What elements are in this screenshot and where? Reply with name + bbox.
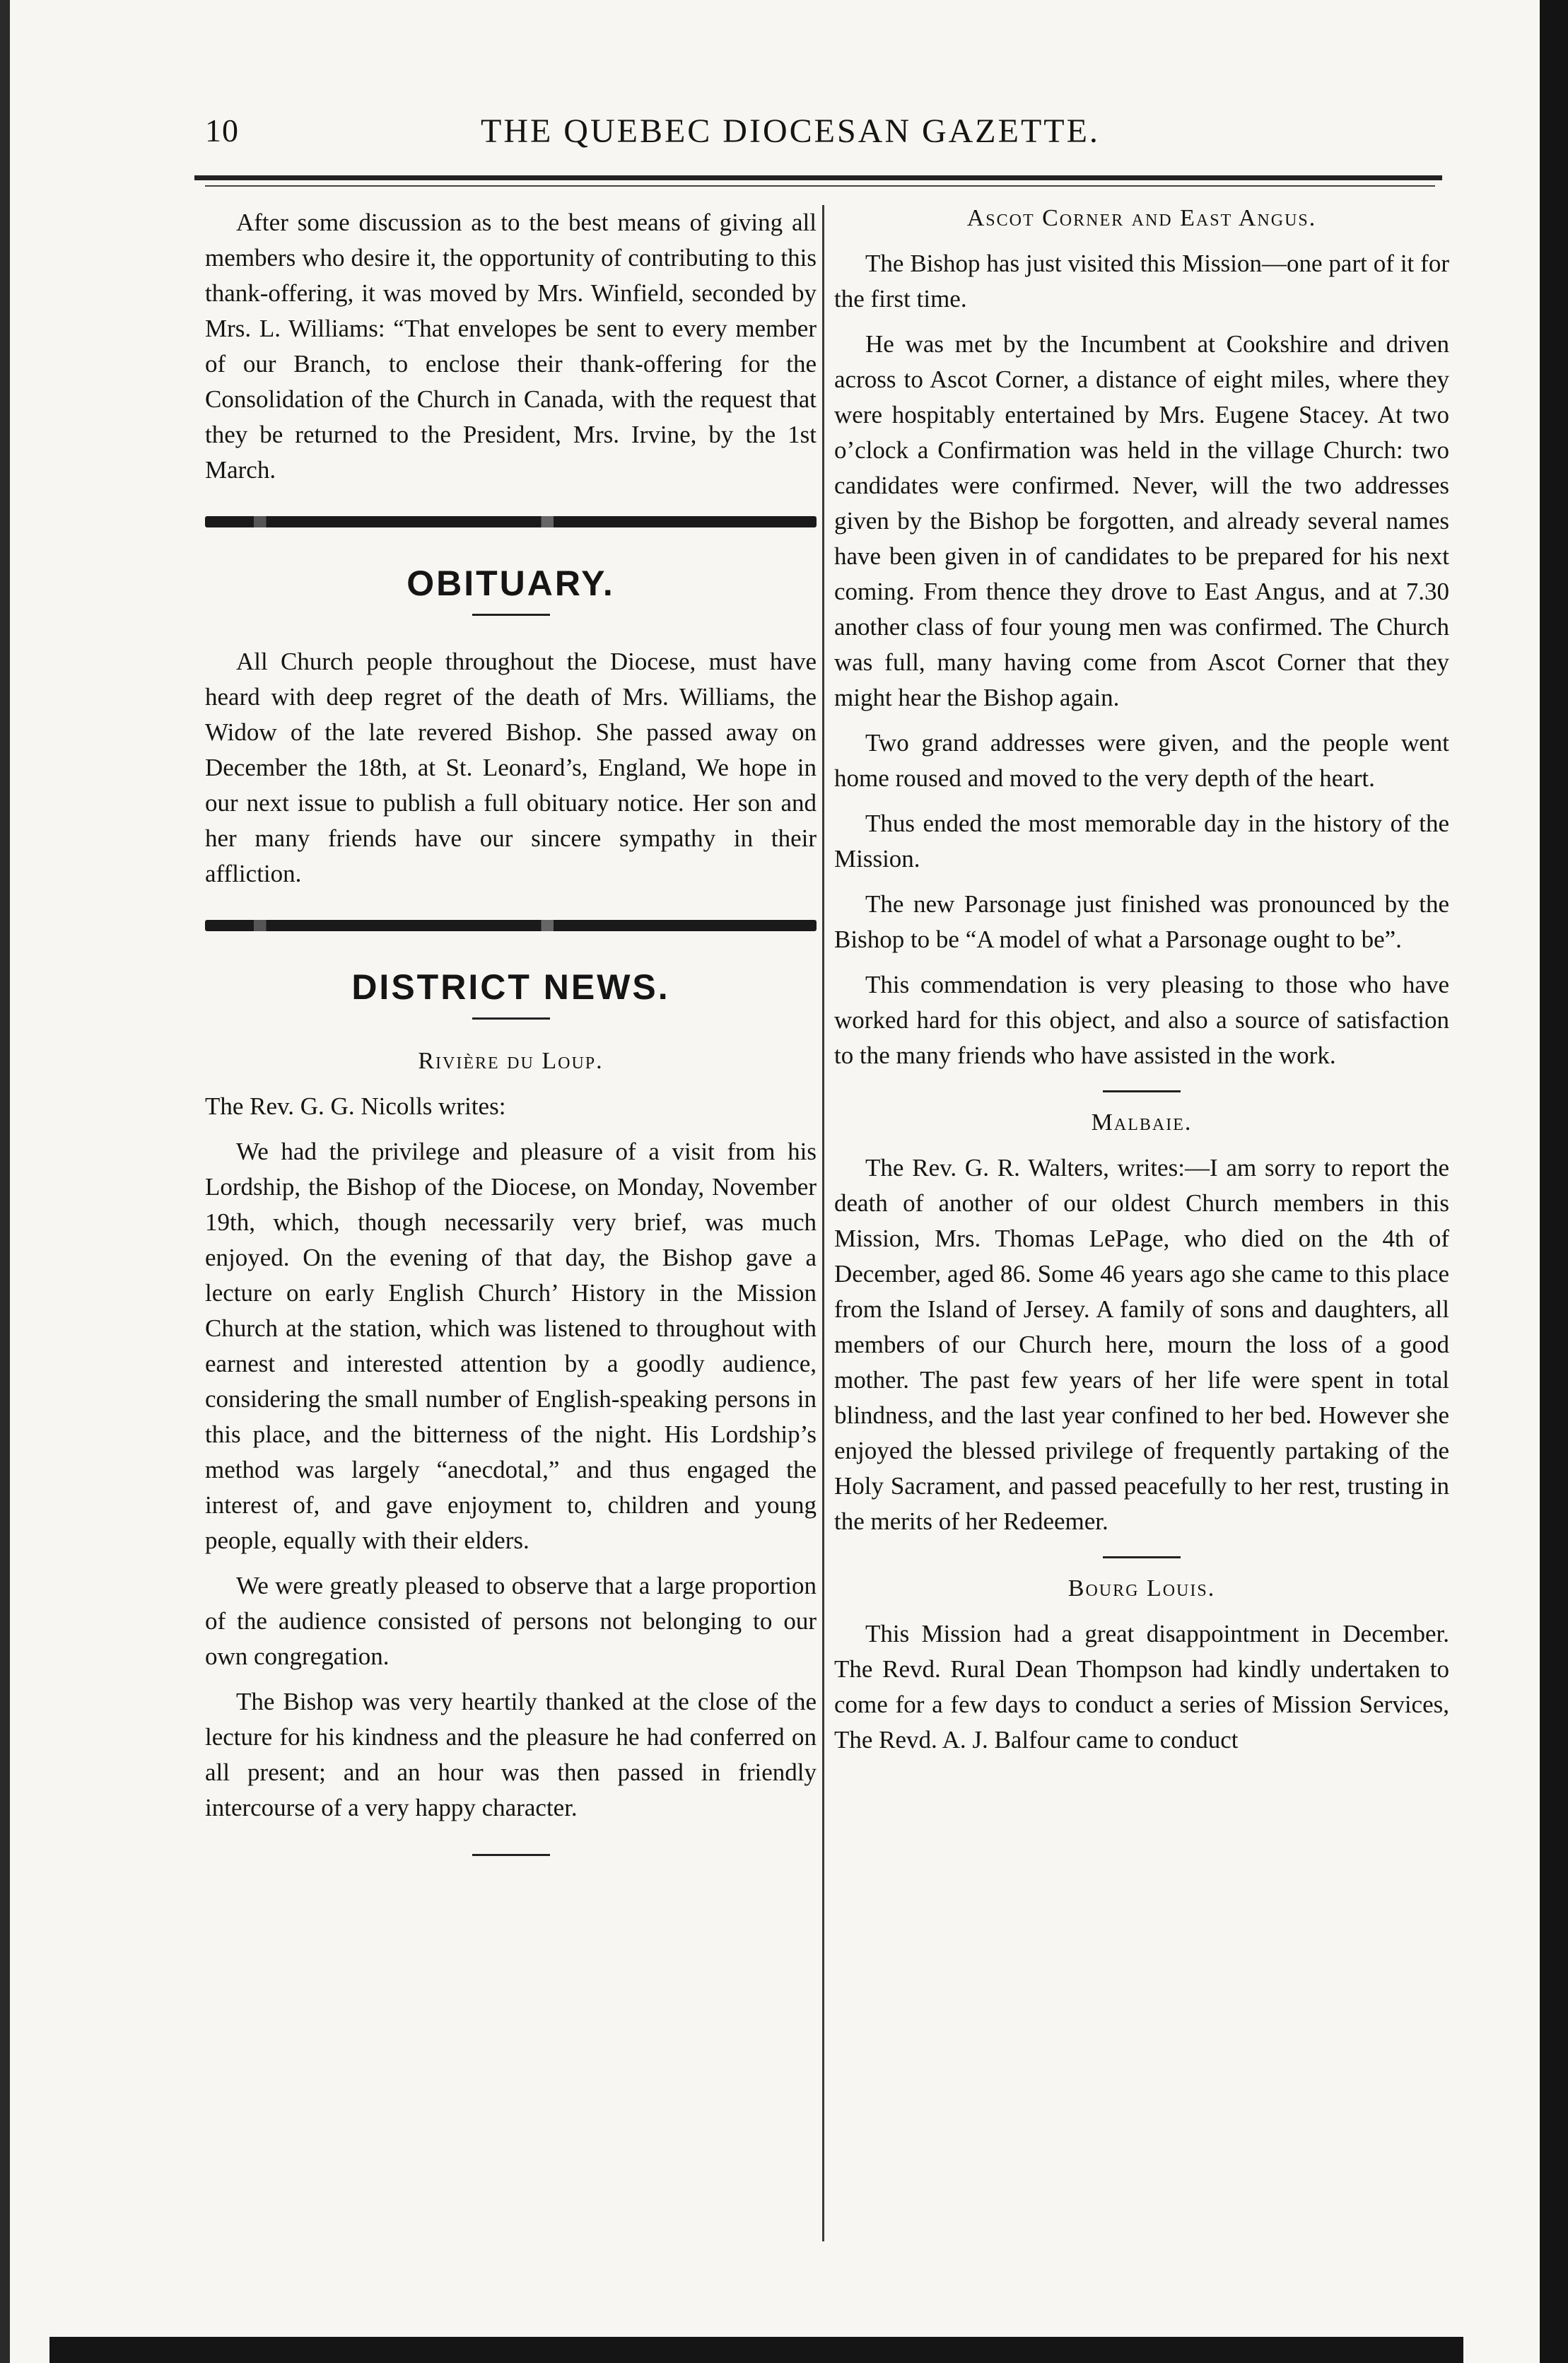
left-column xyxy=(205,205,817,1884)
ascot-paragraph: The new Parsonage just finished was pronounced by the Bishop to be “A model of what a Parsonage ought to be”. xyxy=(834,890,1449,953)
intro-paragraph: After some discussion as to the best means of giving all members who desire it, the opportunity of contributing to this thank-offering, it was moved by Mrs. Winfield, seconded by Mrs. L. Williams: “That envelopes be sent to every member of our Branch, to enclose their thank-offering for the Consolidation of the Church in Canada, with the request that they be returned to the President, Mrs. Irvine, by the 1st March. xyxy=(205,209,817,484)
short-rule xyxy=(472,1017,550,1020)
ascot-paragraph: This commendation is very pleasing to those who have worked hard for this object, and also a source of satisfaction to the many friends who have assisted in the work. xyxy=(834,971,1449,1069)
riviere-du-loup-heading: Rivière du Loup. xyxy=(418,1048,604,1074)
right-column xyxy=(834,205,1449,1768)
section-rule xyxy=(205,920,817,931)
bourg-paragraph: This Mission had a great disappointment in December. The Revd. Rural Dean Thompson had kindly undertaken to come for a few days to conduct a series of Mission Services, The Revd. A. J. Balfour came to conduct xyxy=(834,1620,1449,1754)
short-rule xyxy=(472,614,550,616)
header-thin-rule-right xyxy=(813,185,1435,187)
obituary-heading: OBITUARY. xyxy=(406,564,615,603)
short-rule xyxy=(1103,1556,1181,1558)
riviere-paragraph: We had the privilege and pleasure of a visit from his Lordship, the Bishop of the Diocese, on Monday, November 19th, which, though necessarily very brief, was much enjoyed. On the evening of that day, the Bishop gave a lecture on early English Church’ History in the Mission Church at the station, which was listened to throughout with earnest and interested attention by a goodly audience, considering the small number of English-speaking persons in this place, and the bitterness of the night. His Lordship’s method was largely “anecdotal,” and thus engaged the interest of, and gave enjoyment to, children and young people, equally with their elders. xyxy=(205,1138,817,1554)
ascot-paragraph: The Bishop has just visited this Mission—one part of it for the first time. xyxy=(834,250,1449,313)
scan-bottom-bar xyxy=(49,2337,1463,2363)
riviere-intro: The Rev. G. G. Nicolls writes: xyxy=(205,1092,506,1120)
riviere-paragraph: The Bishop was very heartily thanked at the close of the lecture for his kindness and the pleasure he had conferred on all present; and an hour was then passed in friendly intercourse of a very happy character. xyxy=(205,1688,817,1821)
short-rule xyxy=(472,1854,550,1856)
page-header xyxy=(0,99,1540,156)
header-rule-left xyxy=(194,175,817,180)
header-rule-right xyxy=(806,175,1442,180)
scan-left-edge xyxy=(0,0,10,2363)
district-news-heading: DISTRICT NEWS. xyxy=(351,967,670,1007)
column-divider xyxy=(822,205,824,2241)
ascot-paragraph: Thus ended the most memorable day in the history of the Mission. xyxy=(834,810,1449,873)
bourg-louis-heading: Bourg Louis. xyxy=(1067,1575,1216,1601)
ascot-heading: Ascot Corner and East Angus. xyxy=(966,205,1317,231)
ascot-paragraph: Two grand addresses were given, and the people went home roused and moved to the very depth of the heart. xyxy=(834,729,1449,792)
malbaie-paragraph: The Rev. G. R. Walters, writes:—I am sorry to report the death of another of our oldest Church members in this Mission, Mrs. Thomas LePage, who died on the 4th of December, aged 86. Some 46 years ago she came to this place from the Island of Jersey. A family of sons and daughters, all members of our Church here, mourn the loss of a good mother. The past few years of her life were spent in total blindness, and the last year confined to her bed. However she enjoyed the blessed privilege of frequently partaking of the Holy Sacrament, and passed peacefully to her rest, trusting in the merits of her Redeemer. xyxy=(834,1154,1449,1535)
page-number: 10 xyxy=(205,112,239,148)
header-thin-rule-left xyxy=(205,185,813,187)
ascot-paragraph: He was met by the Incumbent at Cookshire and driven across to Ascot Corner, a distance of eight miles, where they were hospitably entertained by Mrs. Eugene Stacey. At two o’clock a Confirmation was held in the village Church: two candidates were confirmed. Never, will the two addresses given by the Bishop be forgotten, and already several names have been given in of candidates to be prepared for his next coming. From thence they drove to East Angus, and at 7.30 another class of four young men was confirmed. The Church was full, many having come from Ascot Corner that they might hear the Bishop again. xyxy=(834,330,1449,711)
malbaie-heading: Malbaie. xyxy=(1091,1109,1193,1136)
section-rule xyxy=(205,516,817,527)
riviere-paragraph: We were greatly pleased to observe that a large proportion of the audience consisted of persons not belonging to our own congregation. xyxy=(205,1572,817,1670)
short-rule xyxy=(1103,1090,1181,1092)
scan-right-edge xyxy=(1540,0,1568,2363)
obituary-paragraph: All Church people throughout the Diocese, must have heard with deep regret of the death of Mrs. Williams, the Widow of the late revered Bishop. She passed away on December the 18th, at St. Leonard’s, England, We hope in our next issue to publish a full obituary notice. Her son and her many friends have our sincere sympathy in their affliction. xyxy=(205,648,817,887)
page-title: THE QUEBEC DIOCESAN GAZETTE. xyxy=(481,112,1100,150)
